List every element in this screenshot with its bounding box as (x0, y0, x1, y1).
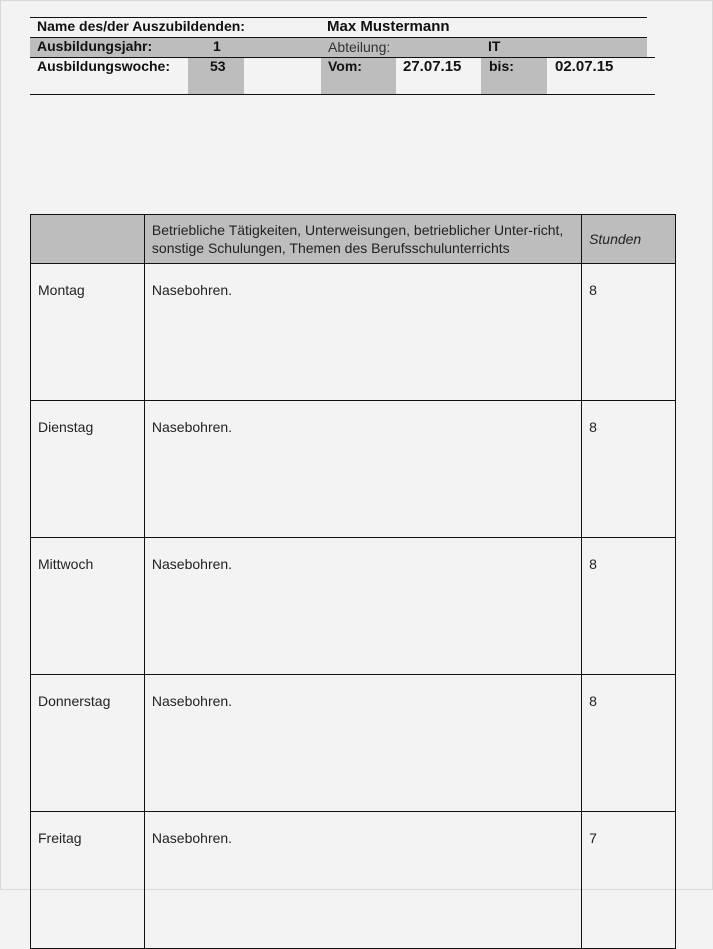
hours-cell[interactable]: 8 (582, 401, 676, 538)
hours-cell[interactable]: 8 (582, 675, 676, 812)
from-value: 27.07.15 (403, 58, 462, 75)
to-label: bis: (489, 58, 514, 74)
department-label: Abteilung: (328, 39, 391, 55)
table-row (31, 675, 676, 812)
table-row (31, 264, 676, 401)
to-value: 02.07.15 (555, 58, 614, 75)
name-label: Name des/der Auszubildenden: (37, 18, 245, 34)
header-rule-bottom (30, 94, 655, 95)
name-value: Max Mustermann (327, 18, 450, 35)
year-value: 1 (213, 38, 221, 54)
table-header-row (31, 215, 676, 264)
hours-cell[interactable]: 8 (582, 538, 676, 675)
week-label: Ausbildungswoche: (37, 58, 170, 74)
header-hours: Stunden (582, 215, 676, 264)
header-day (31, 215, 145, 264)
day-cell: Dienstag (31, 401, 145, 538)
activity-cell[interactable]: Nasebohren. (144, 401, 581, 538)
department-value: IT (488, 38, 501, 54)
week-value: 53 (210, 58, 226, 74)
day-cell: Donnerstag (31, 675, 145, 812)
activity-cell[interactable]: Nasebohren. (144, 538, 581, 675)
hours-cell[interactable]: 7 (582, 812, 676, 949)
day-cell: Mittwoch (31, 538, 145, 675)
header-activities: Betriebliche Tätigkeiten, Unterweisungen, betrieblicher Unter-richt, sonstige Schulungen, Themen des Berufsschulunterrichts (144, 215, 581, 264)
table-row (31, 401, 676, 538)
year-label: Ausbildungsjahr: (37, 38, 153, 54)
hours-cell[interactable]: 8 (582, 264, 676, 401)
activity-cell[interactable]: Nasebohren. (144, 264, 581, 401)
from-label: Vom: (328, 58, 362, 74)
day-cell: Montag (31, 264, 145, 401)
activity-cell[interactable]: Nasebohren. (144, 675, 581, 812)
weekly-report-table (30, 214, 676, 949)
day-cell: Freitag (31, 812, 145, 949)
table-row (31, 812, 676, 949)
activity-cell[interactable]: Nasebohren. (144, 812, 581, 949)
table-row (31, 538, 676, 675)
